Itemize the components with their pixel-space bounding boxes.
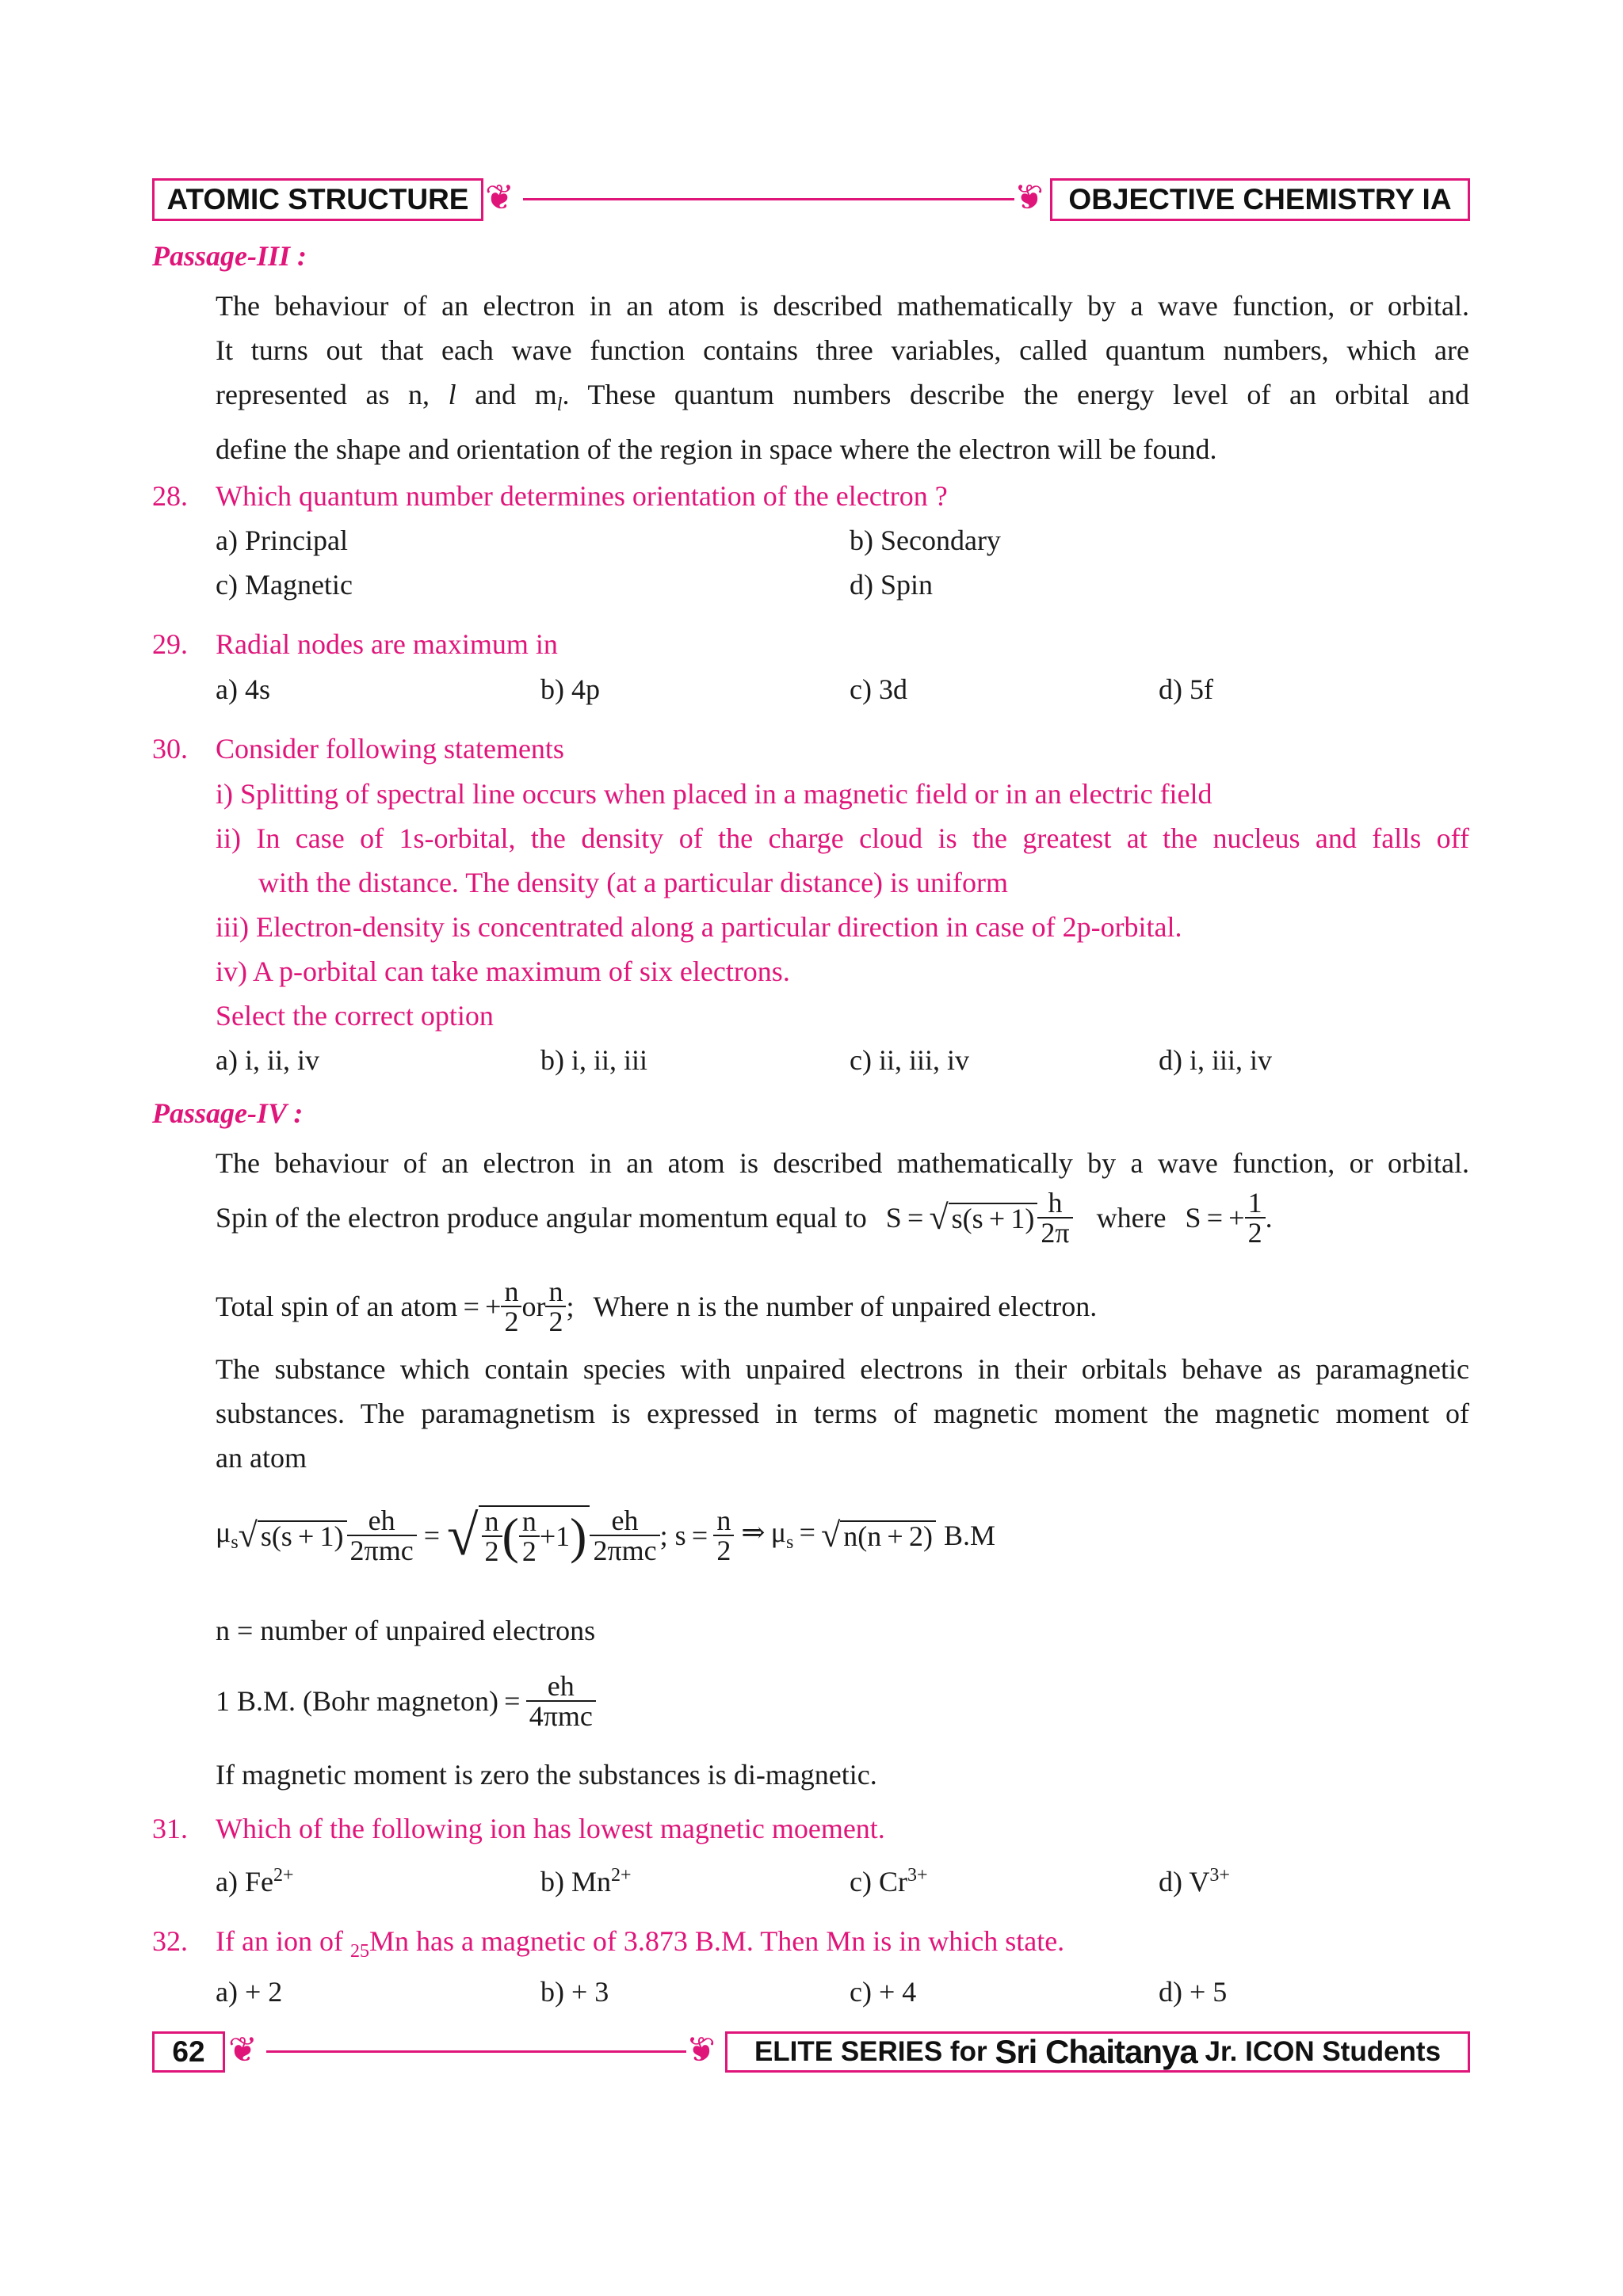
text: . These quantum numbers describe the energy level of an orbital and xyxy=(562,379,1470,410)
header-rule xyxy=(523,198,1014,200)
passage-3-title: Passage-III : xyxy=(152,240,307,272)
statement: iii) Electron-density is concentrated along a particular direction in case of 2p-orbital. xyxy=(216,911,1182,943)
where-text: where xyxy=(1096,1202,1167,1234)
charge: 2+ xyxy=(611,1865,632,1886)
question-number: 31. xyxy=(152,1813,188,1844)
option[interactable] xyxy=(540,1866,632,1896)
charge: 3+ xyxy=(907,1865,928,1886)
paragraph-line: The substance which contain species with unpaired electrons in their orbitals behave as paramagnetic xyxy=(216,1353,1469,1385)
charge: 3+ xyxy=(1209,1865,1230,1886)
option[interactable]: c) ii, iii, iv xyxy=(850,1044,969,1076)
option-label: b) Mn xyxy=(540,1866,611,1897)
total-spin-tail: Where n is the number of unpaired electron. xyxy=(593,1291,1098,1322)
total-spin-text: Total spin of an atom xyxy=(216,1291,458,1322)
ornament-icon: ❦ xyxy=(1014,178,1044,217)
option[interactable]: b) 4p xyxy=(540,673,600,705)
statement: ii) In case of 1s-orbital, the density of the charge cloud is the greatest at the nucleus and falls off xyxy=(216,822,1469,854)
passage-4-line: The behaviour of an electron in an atom is described mathematically by a wave function, or orbital. xyxy=(216,1147,1469,1179)
option[interactable]: a) 4s xyxy=(216,673,270,705)
option[interactable]: d) i, iii, iv xyxy=(1159,1044,1272,1076)
option[interactable] xyxy=(850,1866,928,1896)
ornament-icon: ❦ xyxy=(686,2031,716,2069)
option[interactable]: b) Secondary xyxy=(850,524,1001,556)
option[interactable]: c) 3d xyxy=(850,673,907,705)
passage-3-line xyxy=(216,372,1469,427)
option[interactable]: d) Spin xyxy=(850,569,934,601)
option[interactable] xyxy=(216,1866,294,1896)
paragraph-line: substances. The paramagnetism is expressed in terms of magnetic moment the magnetic moment of xyxy=(216,1398,1469,1429)
statement-list xyxy=(216,772,1469,1038)
bohr-formula: $\frac{eh}{\text{4πmc}}$ xyxy=(526,1672,596,1730)
footer-series-title xyxy=(725,2031,1470,2073)
brand-name: Sri Chaitanya xyxy=(995,2033,1197,2070)
bohr-text: 1 B.M. (Bohr magneton) xyxy=(216,1685,498,1717)
option[interactable]: b) i, ii, iii xyxy=(540,1044,647,1076)
paragraph-line: an atom xyxy=(216,1442,307,1474)
diamagnetic-line: If magnetic moment is zero the substances is di-magnetic. xyxy=(216,1759,877,1791)
paramagnetism-text xyxy=(216,1347,1469,1480)
spin-text: Spin of the electron produce angular momentum equal to xyxy=(216,1202,867,1234)
spin-formula-line xyxy=(216,1188,1273,1247)
text: l xyxy=(556,395,563,416)
question-text xyxy=(216,1927,1064,1961)
magnetic-moment-formula: $\mu_s$ √ s(s + 1) $\frac{eh}{\text{2πmc}}$ = √ $\frac{n}{2}$ ( $\frac{n}{2}$ +1 ) $\frac{eh}{\text{2πmc}}$ ; s = $\frac{n}{2}$ ⇒ $\mu_s$ = √ n(n + 2) B.M xyxy=(216,1504,995,1567)
option[interactable]: c) Magnetic xyxy=(216,569,353,601)
header-left-title: ATOMIC STRUCTURE xyxy=(152,178,483,221)
option-label: c) Cr xyxy=(850,1866,907,1897)
question-text: Consider following statements xyxy=(216,733,564,765)
text: Mn has a magnetic of 3.873 B.M. Then Mn is in which state. xyxy=(369,1925,1065,1957)
series-text: Jr. ICON Students xyxy=(1205,2036,1442,2067)
question-number: 29. xyxy=(152,628,188,660)
page-number: 62 xyxy=(152,2031,225,2073)
option[interactable]: a) i, ii, iv xyxy=(216,1044,319,1076)
text: l xyxy=(448,379,456,410)
spin-formula: S = √ s(s + 1) $\frac{h}{2\pi}$ xyxy=(886,1188,1073,1247)
question-text: Which quantum number determines orientation of the electron ? xyxy=(216,480,948,512)
total-spin-line xyxy=(216,1277,1097,1336)
option-label: d) V xyxy=(1159,1866,1210,1897)
series-text: ELITE SERIES for xyxy=(754,2036,987,2067)
text: represented as n, xyxy=(216,379,430,410)
option[interactable] xyxy=(1159,1866,1230,1896)
text: and m xyxy=(475,379,557,410)
passage-3-text xyxy=(216,284,1469,471)
ornament-icon: ❦ xyxy=(228,2031,258,2069)
total-spin-formula: = + $\frac{n}{2}$ or $\frac{n}{2}$ ; xyxy=(457,1276,575,1337)
option-label: a) Fe xyxy=(216,1866,273,1897)
footer-rule xyxy=(266,2050,686,2053)
question-number: 30. xyxy=(152,733,188,765)
statement: i) Splitting of spectral line occurs when placed in a magnetic field or in an electric field xyxy=(216,778,1212,810)
text: If an ion of xyxy=(216,1925,343,1957)
question-text: Which of the following ion has lowest magnetic moement. xyxy=(216,1813,885,1844)
passage-4-title: Passage-IV : xyxy=(152,1097,304,1129)
question-text: Radial nodes are maximum in xyxy=(216,628,558,660)
option[interactable]: c) + 4 xyxy=(850,1976,917,2008)
s-value: S = + $\frac{1}{2}$ . xyxy=(1185,1187,1273,1249)
question-number: 32. xyxy=(152,1925,188,1957)
statement: Select the correct option xyxy=(216,1000,494,1032)
ornament-icon: ❦ xyxy=(485,178,514,217)
option[interactable]: d) + 5 xyxy=(1159,1976,1228,2008)
atomic-number: 25 xyxy=(349,1941,369,1962)
bm-unit: B.M xyxy=(943,1520,995,1551)
option[interactable]: a) + 2 xyxy=(216,1976,283,2008)
question-number: 28. xyxy=(152,480,188,512)
passage-3-line: The behaviour of an electron in an atom is described mathematically by a wave function, or orbital. xyxy=(216,290,1469,322)
header-right-title: OBJECTIVE CHEMISTRY IA xyxy=(1050,178,1470,221)
n-definition: n = number of unpaired electrons xyxy=(216,1615,596,1646)
statement: iv) A p-orbital can take maximum of six electrons. xyxy=(216,955,790,987)
charge: 2+ xyxy=(273,1865,294,1886)
statement: with the distance. The density (at a particular distance) is uniform xyxy=(258,867,1009,898)
passage-3-line: define the shape and orientation of the region in space where the electron will be found. xyxy=(216,433,1217,466)
bohr-magneton-line: 1 B.M. (Bohr magneton) = $\frac{eh}{\text{4πmc}}$ xyxy=(216,1672,596,1730)
passage-3-line: It turns out that each wave function contains three variables, called quantum numbers, which are xyxy=(216,334,1469,366)
option[interactable]: d) 5f xyxy=(1159,673,1213,705)
option[interactable]: a) Principal xyxy=(216,524,348,556)
option[interactable]: b) + 3 xyxy=(540,1976,609,2008)
